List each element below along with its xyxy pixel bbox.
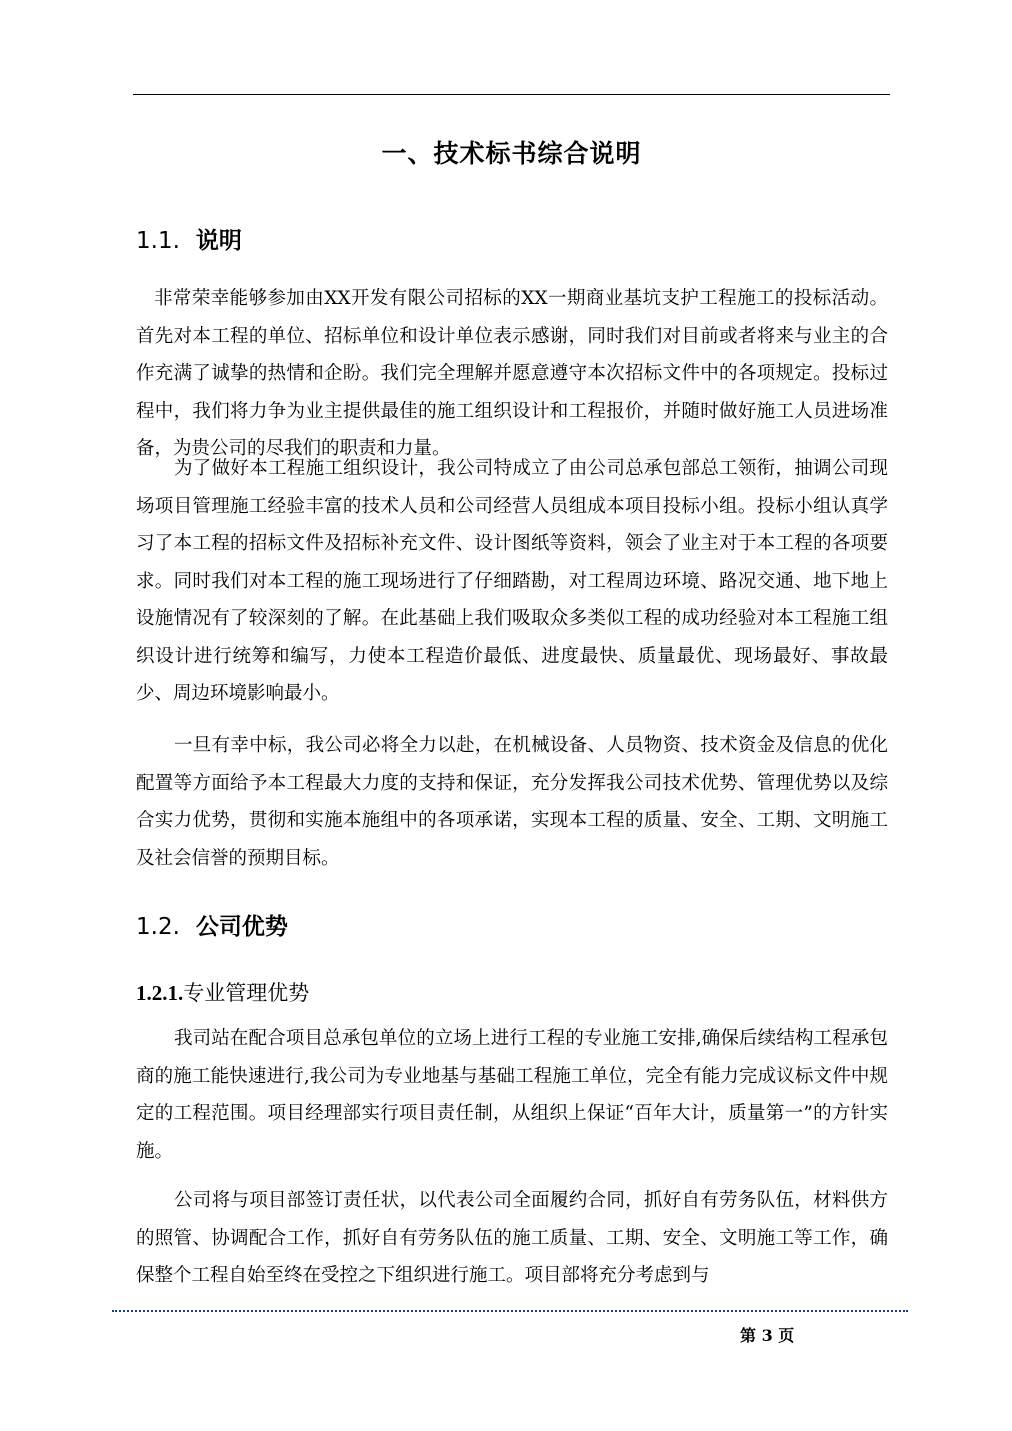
section-label: 说明 bbox=[195, 228, 242, 254]
paragraph-organization: 为了做好本工程施工组织设计，我公司特成立了由公司总承包部总工领衔，抽调公司现场项目管理施工经验丰富的技术人员和公司经营人员组成本项目投标小组。投标小组认真学习了本工程的招标文件及招标补充文件、设计图纸等资料，领会了业主对于本工程的各项要求。同时我们对本工程的施工现场进行了仔细踏勘，对工程周边环境、路况交通、地下地上设施情况有了较深刻的了解。在此基础上我们吸取众多类似工程的成功经验对本工程施工组织设计进行统筹和编写，力使本工程造价最低、进度最快、质量最优、现场最好、事故最少、周边环境影响最小。 bbox=[136, 458, 888, 704]
section-number: 1.1. bbox=[136, 228, 180, 254]
header-rule bbox=[133, 94, 890, 95]
document-title: 一、技术标书综合说明 bbox=[381, 139, 642, 168]
section-heading-1-1 bbox=[136, 224, 242, 258]
footer-dotted-rule bbox=[112, 1310, 908, 1312]
subsection-heading-1-2-1 bbox=[136, 976, 309, 1010]
section-heading-1-2 bbox=[136, 910, 288, 944]
paragraph-management: 我司站在配合项目总承包单位的立场上进行工程的专业施工安排,确保后续结构工程承包商的施工能快速进行,我公司为专业地基与基础工程施工单位，完全有能力完成议标文件中规定的工程范围。项目经理部实行项目责任制，从组织上保证“百年大计，质量第一”的方针实施。 bbox=[136, 1028, 888, 1162]
subsection-label: 专业管理优势 bbox=[183, 981, 310, 1005]
subsection-number: 1.2.1. bbox=[136, 981, 184, 1005]
paragraph-commitment: 一旦有幸中标，我公司必将全力以赴，在机械设备、人员物资、技术资金及信息的优化配置等方面给予本工程最大力度的支持和保证，充分发挥我公司技术优势、管理优势以及综合实力优势，贯彻和实施本施组中的各项承诺，实现本工程的质量、安全、工期、文明施工及社会信誉的预期目标。 bbox=[136, 735, 888, 869]
paragraph-responsibility: 公司将与项目部签订责任状，以代表公司全面履约合同，抓好自有劳务队伍，材料供方的照管、协调配合工作，抓好自有劳务队伍的施工质量、工期、安全、文明施工等工作，确保整个工程自始至终在受控之下组织进行施工。项目部将充分考虑到与 bbox=[136, 1190, 888, 1286]
section-label: 公司优势 bbox=[195, 914, 288, 940]
section-number: 1.2. bbox=[136, 914, 180, 940]
page-number: 第 3 页 bbox=[740, 1326, 795, 1345]
paragraph-intro: 非常荣幸能够参加由XX开发有限公司招标的XX一期商业基坑支护工程施工的投标活动。首先对本工程的单位、招标单位和设计单位表示感谢，同时我们对目前或者将来与业主的合作充满了诚挚的热情和企盼。我们完全理解并愿意遵守本次招标文件中的各项规定。投标过程中，我们将力争为业主提供最佳的施工组织设计和工程报价，并随时做好施工人员进场准备，为贵公司的尽我们的职责和力量。 bbox=[136, 288, 888, 459]
